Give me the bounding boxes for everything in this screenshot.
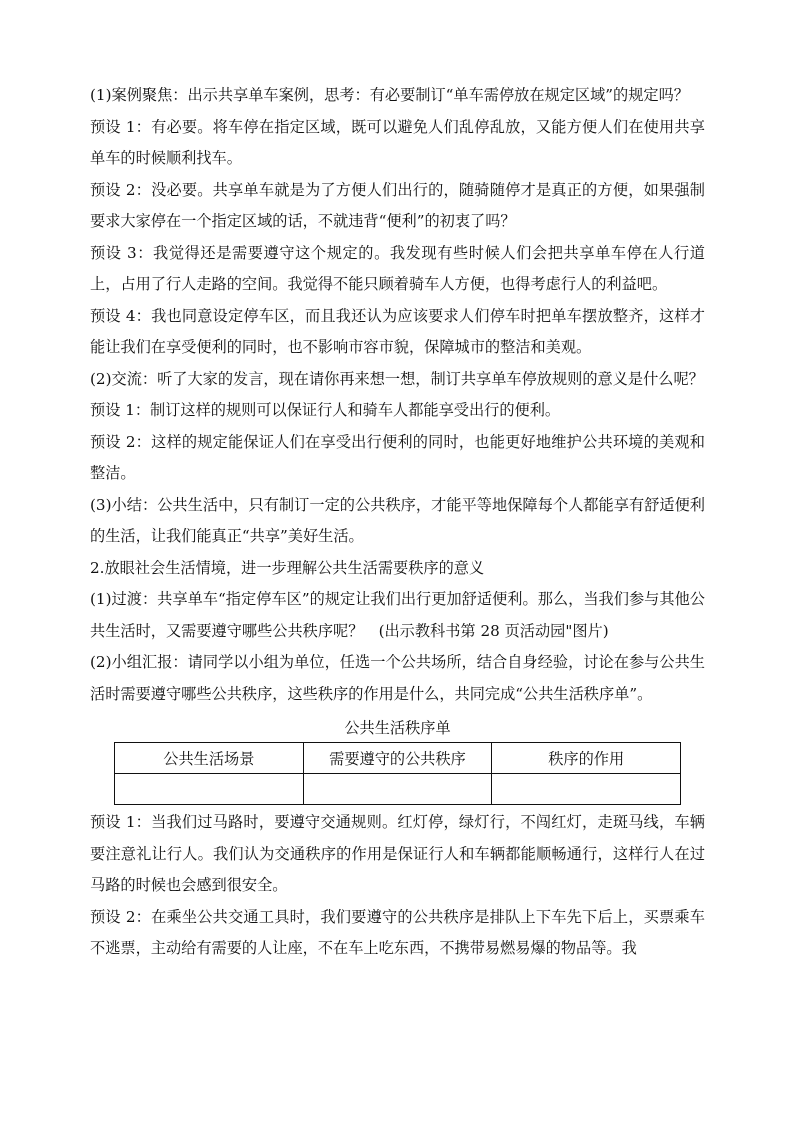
paragraph: 预设 1：有必要。将车停在指定区域，既可以避免人们乱停乱放，又能方便人们在使用共享单车的时候顺利找车。 <box>90 117 705 167</box>
paragraph: 预设 3：我觉得还是需要遵守这个规定的。我发现有些时候人们会把共享单车停在人行道上，占用了行人走路的空间。我觉得不能只顾着骑车人方便，也得考虑行人的利益吧。 <box>90 243 705 293</box>
table-row <box>115 774 681 805</box>
table-title: 公共生活秩序单 <box>344 719 451 737</box>
paragraph: (3)小结：公共生活中，只有制订一定的公共秩序，才能平等地保障每个人都能享有舒适便利的生活，让我们能真正“共享”美好生活。 <box>90 495 705 545</box>
paragraph: 预设 2：没必要。共享单车就是为了方便人们出行的，随骑随停才是真正的方便，如果强制要求大家停在一个指定区域的话，不就违背“便利”的初衷了吗？ <box>90 180 705 230</box>
document-page <box>90 80 705 965</box>
section-heading: 2.放眼社会生活情境，进一步理解公共生活需要秩序的意义 <box>90 558 485 577</box>
table-cell <box>303 774 492 805</box>
paragraph: (1)案例聚焦：出示共享单车案例，思考：有必要制订“单车需停放在规定区域”的规定吗？ <box>90 86 689 104</box>
public-order-table <box>114 742 681 805</box>
paragraph: (2)小组汇报：请同学以小组为单位，任选一个公共场所，结合自身经验，讨论在参与公共生活时需要遵守哪些公共秩序，这些秩序的作用是什么，共同完成“公共生活秩序单”。 <box>90 653 705 703</box>
paragraph: 预设 1：制订这样的规则可以保证行人和骑车人都能享受出行的便利。 <box>90 401 561 419</box>
table-header-cell: 需要遵守的公共秩序 <box>303 743 492 774</box>
paragraph: 预设 2：这样的规定能保证人们在享受出行便利的同时，也能更好地维护公共环境的美观和整洁。 <box>90 432 705 482</box>
table-header-row <box>115 743 681 774</box>
paragraph: 预设 2：在乘坐公共交通工具时，我们要遵守的公共秩序是排队上下车先下后上，买票乘车不逃票，主动给有需要的人让座，不在车上吃东西，不携带易燃易爆的物品等。我 <box>90 907 705 957</box>
paragraph: (1)过渡：共享单车“指定停车区”的规定让我们出行更加舒适便利。那么，当我们参与其他公共生活时，又需要遵守哪些公共秩序呢？ (出示教科书第 28 页活动园"图片) <box>90 590 705 640</box>
paragraph: (2)交流：听了大家的发言，现在请你再来想一想，制订共享单车停放规则的意义是什么呢？ <box>90 369 704 388</box>
paragraph: 预设 1：当我们过马路时，要遵守交通规则。红灯停，绿灯行，不闯红灯，走斑马线，车辆要注意礼让行人。我们认为交通秩序的作用是保证行人和车辆都能顺畅通行，这样行人在过马路的时候也会感到很安全。 <box>90 813 705 894</box>
paragraph: 预设 4：我也同意设定停车区，而且我还认为应该要求人们停车时把单车摆放整齐，这样才能让我们在享受便利的同时，也不影响市容市貌，保障城市的整洁和美观。 <box>90 306 705 356</box>
table-cell <box>492 774 681 805</box>
table-header-cell: 公共生活场景 <box>115 743 304 774</box>
table-cell <box>115 774 304 805</box>
table-header-cell: 秩序的作用 <box>492 743 681 774</box>
